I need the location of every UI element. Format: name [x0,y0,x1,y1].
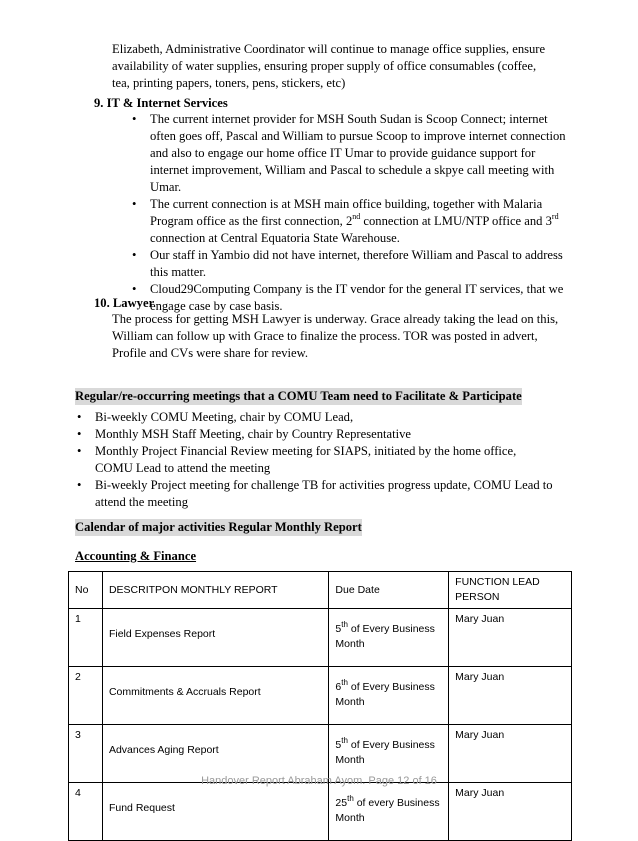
bullet-icon: • [77,478,82,492]
it-section-heading: 9. IT & Internet Services [94,96,228,110]
calendar-heading: Calendar of major activities Regular Monthly Report [75,520,362,534]
row-lead-person: Mary Juan [449,725,572,783]
meetings-heading: Regular/re-occurring meetings that a COMU Team need to Facilitate & Participate [75,389,522,403]
row-description: Advances Aging Report [102,725,328,783]
bullet-icon: • [77,427,82,441]
row-due-date: 25th of every Business Month [329,783,449,841]
header-no: No [69,572,103,609]
bullet-icon: • [132,197,137,211]
accounting-heading: Accounting & Finance [75,549,197,563]
connection-bullet-text: The current connection is at MSH main office building, together with Malaria Program office as the first connection, 2nd connection at LMU/NTP office and 3rd connection at Central Equatoria State Warehouse. [150,197,559,245]
table-row [69,667,572,725]
row-description: Fund Request [102,783,328,841]
row-description: Field Expenses Report [102,609,328,667]
monthly-report-table [68,571,572,841]
row-lead-person: Mary Juan [449,667,572,725]
page-footer: Handover Report Abraham Ayom. Page 12 of 16 [201,775,437,787]
intro-paragraph: Elizabeth, Administrative Coordinator will continue to manage office supplies, ensure availability of water supplies, ensuring proper supply of office consumables (coffee, tea, printing papers, toners, pens, stickers, etc) [112,42,546,90]
bullet-icon: • [77,410,82,424]
table-row [69,783,572,841]
row-number: 3 [69,725,103,783]
bullet-icon: • [132,248,137,262]
bullet-icon: • [132,282,137,296]
row-number: 1 [69,609,103,667]
header-due-date: Due Date [329,572,449,609]
lawyer-section-heading: 10. Lawyer [94,296,155,310]
list-item: • Monthly MSH Staff Meeting, chair by Country Representative [77,427,411,441]
bullet-icon: • [77,444,82,458]
row-number: 4 [69,783,103,841]
row-number: 2 [69,667,103,725]
bullet-icon: • [132,112,137,126]
table-row [69,725,572,783]
row-lead-person: Mary Juan [449,783,572,841]
list-item: • Bi-weekly COMU Meeting, chair by COMU Lead, [77,410,354,424]
list-item: • Cloud29Computing Company is the IT vendor for the general IT services, that we engage case by case basis. [132,282,564,313]
meetings-bullet-list [75,409,555,511]
header-lead-person: FUNCTION LEAD PERSON [449,572,572,609]
header-description: DESCRITPON MONTHLY REPORT [102,572,328,609]
list-item: • Monthly Project Financial Review meeting for SIAPS, initiated by the home office, COMU Lead to attend the meeting [77,444,517,475]
list-item: • The current internet provider for MSH South Sudan is Scoop Connect; internet often goes off, Pascal and William to pursue Scoop to improve internet connection and also to engage our home office IT Umar to provide guidance support for internet improvement, William and Pascal to schedule a skpye call meeting with Umar. [132,112,566,194]
table-row [69,609,572,667]
list-item [130,196,566,247]
list-item: • Bi-weekly Project meeting for challenge TB for activities progress update, COMU Lead to attend the meeting [77,478,553,509]
row-due-date: 5th of Every Business Month [329,725,449,783]
row-due-date: 5th of Every Business Month [329,609,449,667]
lawyer-section-body: The process for getting MSH Lawyer is underway. Grace already taking the lead on this, William can follow up with Grace to finalize the process. TOR was posted in advert, Profile and CVs were share for review. [112,312,559,360]
row-lead-person: Mary Juan [449,609,572,667]
row-description: Commitments & Accruals Report [102,667,328,725]
it-bullet-list [130,111,566,315]
list-item: • Our staff in Yambio did not have internet, therefore William and Pascal to address this matter. [132,248,563,279]
table-header-row [69,572,572,609]
row-due-date: 6th of Every Business Month [329,667,449,725]
